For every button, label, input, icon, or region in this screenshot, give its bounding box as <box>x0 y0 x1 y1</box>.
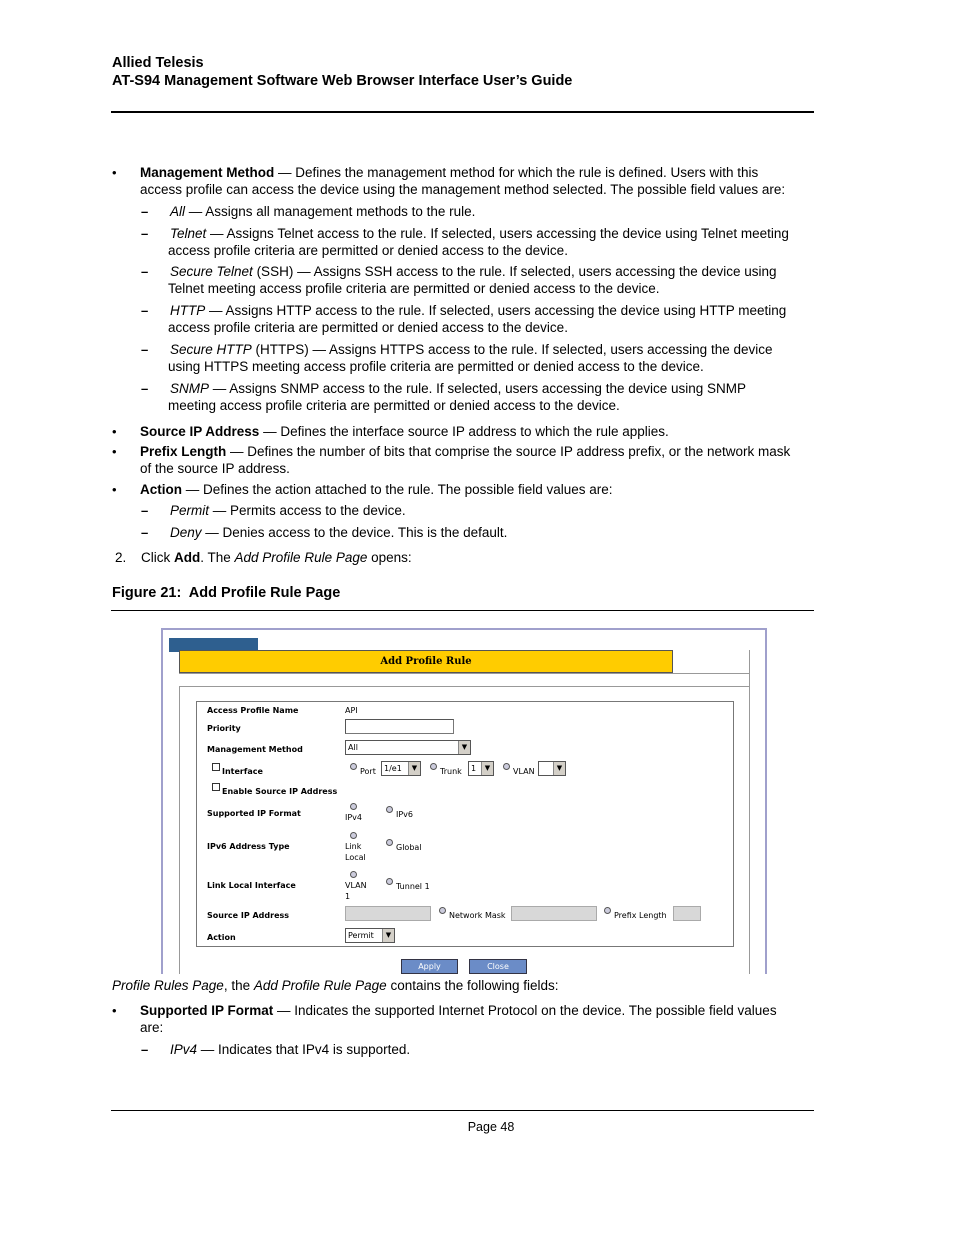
term: Supported IP Format <box>140 1003 274 1018</box>
method-item <box>168 380 746 397</box>
chevron-down-icon: ▼ <box>553 762 565 775</box>
desc: — Assigns HTTP access to the rule. If selected, users accessing the device using HTTP meeting <box>205 303 787 318</box>
method-item-line2: access profile criteria are permitted or denied access to the device. <box>168 320 568 335</box>
port-radio[interactable] <box>350 763 357 770</box>
step-text <box>141 549 412 566</box>
vlan-label: VLAN <box>513 767 535 776</box>
mgmt-method-para-2: access profile can access the device using the management method selected. The possible field values are: <box>140 182 786 197</box>
vlan-radio[interactable] <box>503 763 510 770</box>
source-ip-para <box>140 423 669 440</box>
dash: – <box>141 264 149 279</box>
chevron-down-icon: ▼ <box>458 741 470 754</box>
ipv4-option: IPv4 <box>345 813 363 822</box>
bullet: • <box>112 424 117 439</box>
form-panel <box>196 701 734 947</box>
link-local-radio[interactable] <box>350 832 357 839</box>
desc: — Defines the management method for which the rule is defined. Users with this <box>274 165 759 180</box>
method-item <box>168 302 786 319</box>
link-local-interface-label: Link Local Interface <box>207 881 296 890</box>
desc: — Indicates the supported Internet Protocol on the device. The possible field values <box>273 1003 777 1018</box>
page-name: Add Profile Rule Page <box>234 550 368 565</box>
ipv6-address-type-label: IPv6 Address Type <box>207 842 290 851</box>
page-name: Add Profile Rule Page <box>253 978 387 993</box>
management-method-select[interactable] <box>345 740 471 755</box>
prefix-length-para-2: of the source IP address. <box>140 461 290 476</box>
tunnel1-radio[interactable] <box>386 878 393 885</box>
after-figure-text <box>112 977 559 994</box>
frame-line <box>179 686 749 687</box>
trunk-value: 1 <box>471 764 477 773</box>
prefix-length-input[interactable] <box>673 906 701 921</box>
global-option: Global <box>396 843 422 852</box>
dash: – <box>141 525 149 540</box>
prefix-length-option: Prefix Length <box>614 911 667 920</box>
prefix-length-para <box>140 443 790 460</box>
term: Secure Telnet <box>170 264 253 279</box>
term: Action <box>140 482 182 497</box>
management-method-value: All <box>348 743 358 752</box>
trunk-select[interactable] <box>468 761 494 776</box>
bullet: • <box>112 444 117 459</box>
desc: — Assigns Telnet access to the rule. If selected, users accessing the device using Telnet meeting <box>206 226 789 241</box>
deny-item <box>170 524 507 541</box>
tunnel1-option: Tunnel 1 <box>396 882 430 891</box>
bullet: • <box>112 165 117 180</box>
frame-line <box>179 673 749 674</box>
frame-line <box>179 686 180 974</box>
link-local-option: Link <box>345 842 362 851</box>
ipv6-option: IPv6 <box>396 810 414 819</box>
header-rule <box>111 111 814 113</box>
dash: – <box>141 381 149 396</box>
port-value: 1/e1 <box>384 764 402 773</box>
term: IPv4 <box>170 1042 198 1057</box>
interface-label: Interface <box>222 767 263 776</box>
ipv4-radio[interactable] <box>350 803 357 810</box>
access-profile-name-value: API <box>345 706 358 715</box>
trunk-radio[interactable] <box>430 763 437 770</box>
port-label: Port <box>360 767 376 776</box>
enable-source-ip-label: Enable Source IP Address <box>222 787 338 796</box>
desc: — Indicates that IPv4 is supported. <box>197 1042 411 1057</box>
desc: — Assigns SNMP access to the rule. If selected, users accessing the device using SNMP <box>209 381 747 396</box>
vlan1-radio[interactable] <box>350 871 357 878</box>
desc: — Assigns all management methods to the rule. <box>185 204 476 219</box>
vlan-select[interactable] <box>538 761 566 776</box>
t: Click <box>141 550 174 565</box>
chevron-down-icon: ▼ <box>481 762 493 775</box>
action-value: Permit <box>348 931 374 940</box>
ipv4-item <box>170 1041 410 1058</box>
priority-input[interactable] <box>345 719 454 734</box>
vlan1-option: VLAN <box>345 881 367 890</box>
trunk-label: Trunk <box>440 767 462 776</box>
management-method-label: Management Method <box>207 745 303 754</box>
method-item-line2: meeting access profile criteria are permitted or denied access to the device. <box>168 398 620 413</box>
access-profile-name-label: Access Profile Name <box>207 706 299 715</box>
method-item <box>168 225 789 242</box>
term: Source IP Address <box>140 424 260 439</box>
enable-source-ip-checkbox[interactable] <box>212 783 220 791</box>
network-mask-option: Network Mask <box>449 911 506 920</box>
term: Prefix Length <box>140 444 227 459</box>
term: Deny <box>170 525 202 540</box>
network-mask-radio[interactable] <box>439 907 446 914</box>
desc: — Defines the number of bits that comprise the source IP address prefix, or the network mask <box>226 444 791 459</box>
prefix-length-radio[interactable] <box>604 907 611 914</box>
dash: – <box>141 226 149 241</box>
frame-line <box>749 686 750 974</box>
method-item <box>168 341 772 358</box>
interface-checkbox[interactable] <box>212 763 220 771</box>
guide-title: AT-S94 Management Software Web Browser Interface User’s Guide <box>112 73 573 89</box>
link-local-option-2: Local <box>345 853 366 862</box>
mgmt-method-para <box>140 164 758 181</box>
page-number: Page 48 <box>467 1120 515 1134</box>
vlan1-option-2: 1 <box>345 892 351 901</box>
dash: – <box>141 1042 149 1057</box>
figure-rule <box>111 610 814 611</box>
term: Secure HTTP <box>170 342 252 357</box>
term: All <box>170 204 186 219</box>
method-item-line2: Telnet meeting access profile criteria are permitted or denied access to the device. <box>168 281 660 296</box>
apply-button[interactable]: Apply <box>401 959 458 974</box>
step-number: 2. <box>115 550 127 565</box>
dash: – <box>141 342 149 357</box>
action-select[interactable] <box>345 928 395 943</box>
dash: – <box>141 204 149 219</box>
supported-ip-format-para <box>140 1002 777 1019</box>
dash: – <box>141 303 149 318</box>
desc: — Defines the interface source IP address to which the rule applies. <box>259 424 669 439</box>
term: SNMP <box>170 381 210 396</box>
desc: (HTTPS) — Assigns HTTPS access to the rule. If selected, users accessing the device <box>251 342 773 357</box>
company-name: Allied Telesis <box>112 55 204 71</box>
source-ip-input[interactable] <box>345 906 431 921</box>
port-select[interactable] <box>381 761 421 776</box>
chevron-down-icon: ▼ <box>408 762 420 775</box>
term: Telnet <box>170 226 207 241</box>
t: . The <box>200 550 235 565</box>
term: Permit <box>170 503 210 518</box>
supported-ip-format-label: Supported IP Format <box>207 809 301 818</box>
form-title: Add Profile Rule <box>179 650 673 673</box>
t: contains the following fields: <box>386 978 559 993</box>
footer-rule <box>111 1110 814 1111</box>
t: , the <box>223 978 254 993</box>
method-item <box>168 203 475 220</box>
frame-line <box>749 650 750 686</box>
desc: (SSH) — Assigns SSH access to the rule. If selected, users accessing the device using <box>252 264 777 279</box>
desc: — Defines the action attached to the rule. The possible field values are: <box>182 482 613 497</box>
term: Management Method <box>140 165 275 180</box>
t: opens: <box>367 550 412 565</box>
close-button[interactable]: Close <box>469 959 527 974</box>
source-ip-address-label: Source IP Address <box>207 911 290 920</box>
dash: – <box>141 503 149 518</box>
action-para <box>140 481 613 498</box>
method-item-line2: access profile criteria are permitted or denied access to the device. <box>168 243 568 258</box>
desc: — Permits access to the device. <box>209 503 406 518</box>
method-item <box>168 263 777 280</box>
priority-label: Priority <box>207 724 241 733</box>
chevron-down-icon: ▼ <box>382 929 394 942</box>
global-radio[interactable] <box>386 839 393 846</box>
permit-item <box>170 502 406 519</box>
network-mask-input[interactable] <box>511 906 597 921</box>
bullet: • <box>112 1003 117 1018</box>
add-profile-rule-screenshot <box>161 628 767 974</box>
bullet: • <box>112 482 117 497</box>
ipv6-radio[interactable] <box>386 806 393 813</box>
supported-ip-format-para-2: are: <box>140 1020 164 1035</box>
desc: — Denies access to the device. This is the default. <box>201 525 508 540</box>
term: HTTP <box>170 303 206 318</box>
page-name: Profile Rules Page <box>112 978 224 993</box>
figure-caption: Figure 21: Add Profile Rule Page <box>112 585 341 601</box>
method-item-line2: using HTTPS meeting access profile criteria are permitted or denied access to the device. <box>168 359 704 374</box>
action-label: Action <box>207 933 236 942</box>
add-term: Add <box>174 550 201 565</box>
